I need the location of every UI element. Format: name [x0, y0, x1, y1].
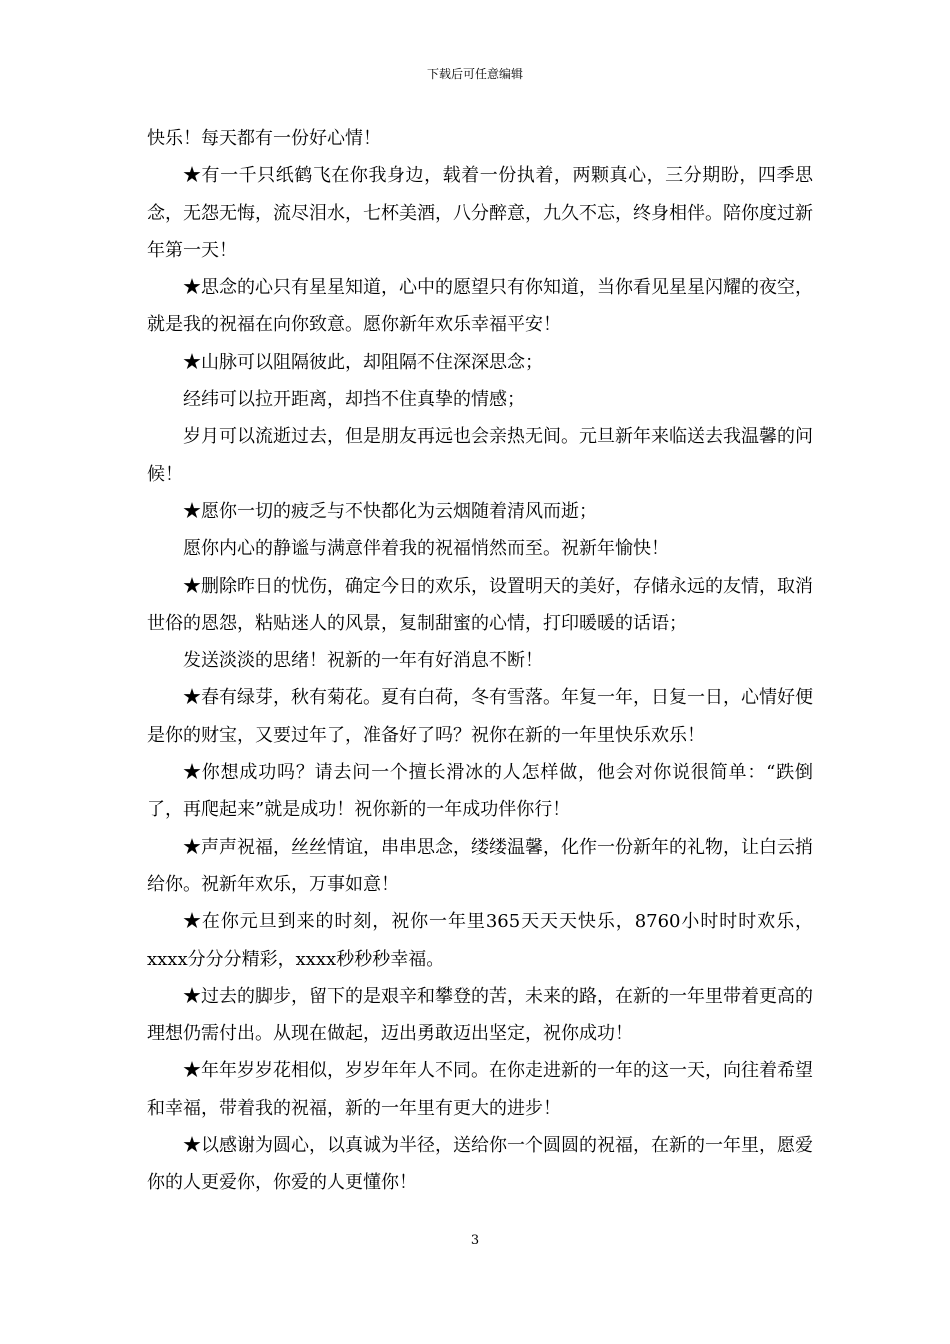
paragraph: ★过去的脚步，留下的是艰辛和攀登的苦，未来的路，在新的一年里带着更高的理想仍需付出。从现在做起，迈出勇敢迈出坚定，祝你成功！ [147, 985, 813, 1045]
paragraph: 经纬可以拉开距离，却挡不住真挚的情感； [183, 389, 525, 411]
paragraph: 快乐！每天都有一份好心情！ [147, 128, 381, 149]
paragraph: ★思念的心只有星星知道，心中的愿望只有你知道，当你看见星星闪耀的夜空，就是我的祝福在向你致意。愿你新年欢乐幸福平安！ [147, 277, 813, 336]
paragraph: ★声声祝福，丝丝情谊，串串思念，缕缕温馨，化作一份新年的礼物，让白云捎给你。祝新年欢乐，万事如意！ [147, 836, 813, 895]
paragraph: ★你想成功吗？请去问一个擅长滑冰的人怎样做，他会对你说很简单：“跌倒了，再爬起来”就是成功！祝你新的一年成功伴你行！ [147, 762, 813, 821]
page-header: 下载后可任意编辑 [426, 67, 523, 81]
document-body [147, 120, 813, 1202]
paragraph: ★年年岁岁花相似，岁岁年年人不同。在你走进新的一年的这一天，向往着希望和幸福，带着我的祝福，新的一年里有更大的进步！ [147, 1060, 813, 1119]
paragraph: 发送淡淡的思绪！祝新的一年有好消息不断！ [183, 650, 543, 672]
paragraph: ★有一千只纸鹤飞在你我身边，载着一份执着，两颗真心，三分期盼，四季思念，无怨无悔，流尽泪水，七杯美酒，八分醉意，九久不忘，终身相伴。陪你度过新年第一天！ [147, 165, 813, 261]
paragraph: ★删除昨日的忧伤，确定今日的欢乐，设置明天的美好，存储永远的友情，取消世俗的恩怨，粘贴迷人的风景，复制甜蜜的心情，打印暖暖的话语； [147, 575, 813, 634]
paragraph: ★春有绿芽，秋有菊花。夏有白荷，冬有雪落。年复一年，日复一日，心情好便是你的财宝，又要过年了，准备好了吗？祝你在新的一年里快乐欢乐！ [147, 687, 813, 746]
paragraph: ★在你元旦到来的时刻，祝你一年里365天天天快乐，8760小时时时欢乐，xxxx分分分精彩，xxxx秒秒秒幸福。 [147, 911, 813, 970]
paragraph: 岁月可以流逝过去，但是朋友再远也会亲热无间。元旦新年来临送去我温馨的问候！ [147, 426, 813, 485]
page-number: 3 [470, 1233, 480, 1248]
paragraph: ★山脉可以阻隔彼此，却阻隔不住深深思念； [183, 351, 543, 373]
paragraph: ★以感谢为圆心，以真诚为半径，送给你一个圆圆的祝福，在新的一年里，愿爱你的人更爱你，你爱的人更懂你！ [147, 1135, 813, 1194]
paragraph: 愿你内心的静谧与满意伴着我的祝福悄然而至。祝新年愉快！ [183, 538, 669, 560]
paragraph: ★愿你一切的疲乏与不快都化为云烟随着清风而逝； [183, 500, 597, 522]
